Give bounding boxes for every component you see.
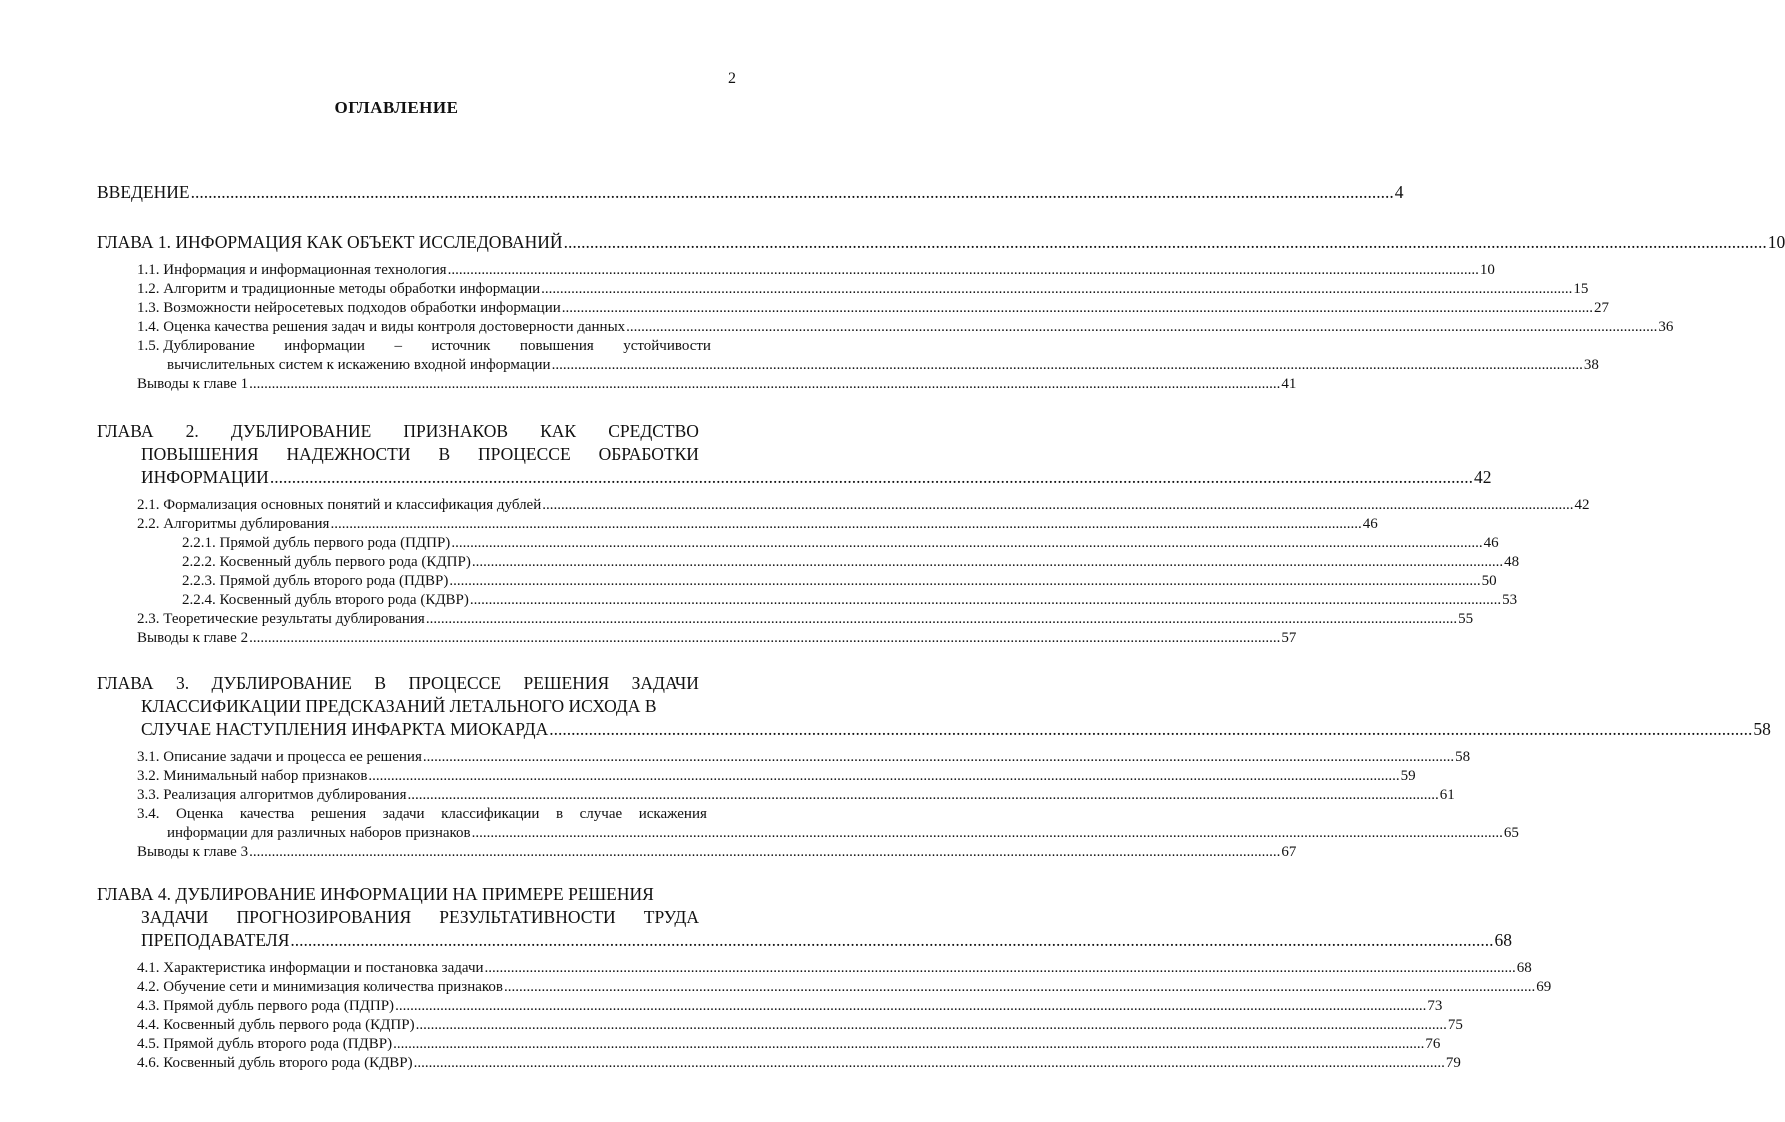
section-title: 4.1. Характеристика информации и постановка задачи [137,960,484,976]
leader-dots [470,591,1501,610]
word: случае [579,806,623,822]
word: 1.5. Дублирование [137,338,255,354]
toc-section-3-3[interactable] [137,786,1455,805]
word: задачи [382,806,425,822]
section-page: 76 [1425,1036,1441,1052]
section-page: 68 [1516,960,1532,976]
page-title: ОГЛАВЛЕНИЕ [334,98,459,117]
leader-dots [451,534,1482,553]
section-title: 2.2.4. Косвенный дубль второго рода (КДВР) [182,592,469,608]
word: СРЕДСТВО [608,421,699,441]
section-page: 41 [1281,376,1297,392]
word: повышения [519,338,594,354]
section-page: 69 [1536,979,1552,995]
word: искажения [638,806,707,822]
section-page: 55 [1458,611,1474,627]
toc-section-2-3[interactable] [137,610,1474,629]
word: ПРОГНОЗИРОВАНИЯ [236,907,412,927]
toc-section-4-3[interactable] [137,997,1443,1016]
chapter-3-title-line2: КЛАССИФИКАЦИИ ПРЕДСКАЗАНИЙ ЛЕТАЛЬНОГО ИСХОДА В [141,696,657,716]
chapter-4-title-line1: ГЛАВА 4. ДУБЛИРОВАНИЕ ИНФОРМАЦИИ НА ПРИМЕРЕ РЕШЕНИЯ [97,884,654,904]
word: качества [239,806,295,822]
toc-section-2-2-4[interactable] [182,591,1518,610]
word: ОБРАБОТКИ [598,444,699,464]
section-page: 10 [1479,262,1495,278]
word: ПРОЦЕССЕ [408,673,502,693]
section-page: 38 [1583,357,1599,373]
toc-section-4-5[interactable] [137,1035,1441,1054]
toc-section-1-5[interactable] [137,337,1599,375]
section-title: 2.2.3. Прямой дубль второго рода (ПДВР) [182,573,449,589]
section-title: 2.2.2. Косвенный дубль первого рода (КДПР) [182,554,471,570]
toc-chapter-2 [97,420,1590,648]
section-page: 73 [1427,998,1443,1014]
word: ПОВЫШЕНИЯ [141,444,259,464]
word: ПРИЗНАКОВ [403,421,509,441]
section-page: 65 [1503,825,1519,841]
section-page: 48 [1504,554,1520,570]
word: классификации [441,806,540,822]
section-page: 75 [1447,1017,1463,1033]
word: РЕЗУЛЬТАТИВНОСТИ [439,907,616,927]
section-title: 2.3. Теоретические результаты дублирования [137,611,425,627]
toc-section-1-1[interactable] [137,261,1495,280]
toc-summary-2[interactable] [137,629,1297,648]
word: ТРУДА [643,907,699,927]
leader-dots [426,610,1457,629]
toc-chapter-2-heading[interactable] [97,420,1492,489]
chapter-1-page: 10 [1767,232,1785,252]
leader-dots [249,375,1280,394]
toc-summary-3[interactable] [137,843,1297,862]
toc-summary-1[interactable] [137,375,1297,394]
chapter-4-page: 68 [1494,930,1513,950]
toc-section-1-3[interactable] [137,299,1610,318]
leader-dots [290,929,1493,952]
toc-intro[interactable] [97,181,1404,204]
word: ЗАДАЧИ [631,673,699,693]
toc-section-3-4[interactable] [137,805,1519,843]
word: РЕШЕНИЯ [523,673,610,693]
toc-chapter-3-heading[interactable] [97,672,1771,741]
word: ЗАДАЧИ [141,907,209,927]
leader-dots [249,629,1280,648]
chapter-3-page: 58 [1753,719,1771,739]
word: В [438,444,451,464]
toc-section-3-2[interactable] [137,767,1416,786]
section-title: 1.4. Оценка качества решения задач и виды контроля достоверности данных [137,319,626,335]
section-title: 1.1. Информация и информационная технология [137,262,447,278]
section-title: Выводы к главе 2 [137,630,249,646]
leader-dots [542,496,1573,515]
toc-section-4-6[interactable] [137,1054,1461,1073]
word: Оценка [176,806,224,822]
leader-dots [330,515,1361,534]
section-page: 53 [1502,592,1518,608]
leader-dots [504,978,1535,997]
word: в [556,806,564,822]
section-title-continued: вычислительных систем к искажению входной информации [167,357,551,373]
section-title: 2.2.1. Прямой дубль первого рода (ПДПР) [182,535,451,551]
toc-section-2-2[interactable] [137,515,1378,534]
page-number: 2 [728,70,736,87]
toc-section-2-2-1[interactable] [182,534,1499,553]
section-title: 4.2. Обучение сети и минимизация количества признаков [137,979,503,995]
section-title: 3.1. Описание задачи и процесса ее решения [137,749,422,765]
word: ГЛАВА [97,421,154,441]
leader-dots [414,1054,1445,1073]
word: решения [310,806,367,822]
toc-chapter-4 [97,883,1552,1073]
section-page: 42 [1574,497,1590,513]
section-page: 57 [1281,630,1297,646]
section-title: 3.2. Минимальный набор признаков [137,768,368,784]
toc-section-1-4[interactable] [137,318,1674,337]
section-page: 50 [1481,573,1497,589]
word: – [394,338,402,354]
word: устойчивости [623,338,711,354]
section-page: 59 [1400,768,1416,784]
section-title: 3.3. Реализация алгоритмов дублирования [137,787,407,803]
leader-dots [472,553,1503,572]
toc-section-4-4[interactable] [137,1016,1463,1035]
chapter-2-page: 42 [1473,467,1492,487]
section-page: 15 [1573,281,1589,297]
toc-section-2-1[interactable] [137,496,1590,515]
leader-dots [416,1016,1447,1035]
leader-dots [393,1035,1424,1054]
word: ДУБЛИРОВАНИЕ [211,673,352,693]
section-title: 1.3. Возможности нейросетевых подходов обработки информации [137,300,561,316]
section-page: 58 [1455,749,1471,765]
section-title: 4.4. Косвенный дубль первого рода (КДПР) [137,1017,415,1033]
chapter-1-title: ГЛАВА 1. ИНФОРМАЦИЯ КАК ОБЪЕКТ ИССЛЕДОВАНИЙ [97,232,563,252]
section-page: 36 [1658,319,1674,335]
toc-section-3-1[interactable] [137,748,1471,767]
toc-section-2-2-3[interactable] [182,572,1497,591]
section-title: Выводы к главе 1 [137,376,249,392]
toc-chapter-3 [97,672,1771,862]
toc-section-4-2[interactable] [137,978,1552,997]
leader-dots [395,997,1426,1016]
leader-dots [423,748,1454,767]
leader-dots [485,959,1516,978]
leader-dots [564,231,1767,254]
leader-dots [270,466,1473,489]
leader-dots [472,824,1503,843]
leader-dots [549,718,1752,741]
leader-dots [449,572,1480,591]
toc-intro-title: ВВЕДЕНИЕ [97,182,190,202]
word: 3. [175,673,190,693]
chapter-3-title-end: СЛУЧАЕ НАСТУПЛЕНИЯ ИНФАРКТА МИОКАРДА [141,719,549,739]
section-title: 4.6. Косвенный дубль второго рода (КДВР) [137,1055,413,1071]
word: информации [284,338,365,354]
section-title: 4.5. Прямой дубль второго рода (ПДВР) [137,1036,393,1052]
word: ПРОЦЕССЕ [478,444,571,464]
section-title: 2.2. Алгоритмы дублирования [137,516,330,532]
leader-dots [368,767,1399,786]
word: ДУБЛИРОВАНИЕ [230,421,372,441]
section-page: 46 [1362,516,1378,532]
toc-chapter-1-heading[interactable] [97,231,1785,254]
section-page: 27 [1594,300,1610,316]
section-title-continued: информации для различных наборов признаков [167,825,471,841]
section-title: 4.3. Прямой дубль первого рода (ПДПР) [137,998,395,1014]
toc-chapter-1 [97,231,1785,394]
leader-dots [552,356,1583,375]
chapter-4-title-end: ПРЕПОДАВАТЕЛЯ [141,930,290,950]
leader-dots [626,318,1657,337]
toc-section-2-2-2[interactable] [182,553,1520,572]
section-page: 61 [1439,787,1455,803]
word: источник [431,338,491,354]
toc-section-1-2[interactable] [137,280,1589,299]
section-title: Выводы к главе 3 [137,844,249,860]
section-page: 79 [1445,1055,1461,1071]
leader-dots [408,786,1439,805]
word: В [374,673,387,693]
word: ГЛАВА [97,673,154,693]
section-title: 1.2. Алгоритм и традиционные методы обработки информации [137,281,541,297]
leader-dots [562,299,1593,318]
section-title: 2.1. Формализация основных понятий и классификация дублей [137,497,542,513]
word: КАК [540,421,577,441]
word: 2. [185,421,199,441]
leader-dots [541,280,1572,299]
word: НАДЕЖНОСТИ [286,444,411,464]
section-page: 46 [1483,535,1499,551]
leader-dots [191,181,1394,204]
toc-intro-page: 4 [1394,182,1404,202]
leader-dots [448,261,1479,280]
word: 3.4. [137,806,160,822]
chapter-2-title-end: ИНФОРМАЦИИ [141,467,269,487]
toc-section-4-1[interactable] [137,959,1532,978]
leader-dots [249,843,1280,862]
toc-chapter-4-heading[interactable] [97,883,1513,952]
section-page: 67 [1281,844,1297,860]
